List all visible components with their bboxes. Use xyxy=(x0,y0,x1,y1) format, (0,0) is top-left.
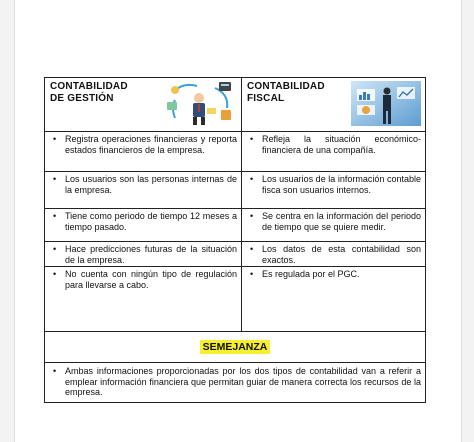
row5-left-cell xyxy=(45,267,242,331)
header-right-line2: FISCAL xyxy=(247,92,285,104)
header-left-line1: CONTABILIDAD xyxy=(50,81,128,92)
table-row xyxy=(45,267,425,332)
bullet-glyph: • xyxy=(250,174,254,184)
row5-right-cell xyxy=(242,267,425,331)
row2-left-text: Los usuarios son las personas internas de la empresa. xyxy=(65,174,237,195)
bullet-glyph: • xyxy=(53,174,57,184)
row5-left-text: No cuenta con ningún tipo de regulación para llevarse a cabo. xyxy=(65,269,237,290)
row4-right-text: Los datos de esta contabilidad son exactos. xyxy=(262,244,421,265)
business-dashboard-icon xyxy=(351,81,421,126)
comparison-table xyxy=(44,77,426,403)
row3-right-cell xyxy=(242,209,425,241)
row1-left-cell xyxy=(45,132,242,171)
viewer-left-margin xyxy=(0,0,15,442)
row2-left-cell xyxy=(45,172,242,208)
bullet-glyph: • xyxy=(53,134,57,144)
semejanza-content xyxy=(45,363,425,402)
table-row xyxy=(45,209,425,242)
row4-right-cell xyxy=(242,242,425,266)
viewer-right-margin xyxy=(461,0,474,442)
header-left-line2: DE GESTIÓN xyxy=(50,92,114,104)
header-contabilidad-gestion xyxy=(45,78,242,131)
row1-right-text: Refleja la situación económico-financiera de una compañía. xyxy=(262,134,421,155)
bullet-glyph: • xyxy=(250,134,254,144)
header-contabilidad-fiscal xyxy=(242,78,425,131)
table-row xyxy=(45,242,425,267)
row2-right-text: Los usuarios de la información contable fisca son usuarios internos. xyxy=(262,174,421,195)
table-row xyxy=(45,172,425,209)
bullet-glyph: • xyxy=(250,269,254,279)
row4-left-text: Hace predicciones futuras de la situación de la empresa. xyxy=(65,244,237,265)
table-header-row xyxy=(45,78,425,132)
row3-left-cell xyxy=(45,209,242,241)
row4-left-cell xyxy=(45,242,242,266)
row5-right-text: Es regulada por el PGC. xyxy=(262,269,360,279)
semejanza-text: Ambas informaciones proporcionadas por los dos tipos de contabilidad van a referir a emplear información financiera que permitan guiar de manera correcta los recursos de la empresa. xyxy=(65,366,421,397)
table-row xyxy=(45,132,425,172)
semejanza-row xyxy=(45,332,425,363)
row3-right-text: Se centra en la información del periodo de tiempo que se quiere medir. xyxy=(262,211,421,232)
bullet-glyph: • xyxy=(53,211,57,221)
bullet-glyph: • xyxy=(53,366,57,376)
header-right-line1: CONTABILIDAD xyxy=(247,81,325,92)
bullet-glyph: • xyxy=(53,269,57,279)
bullet-glyph: • xyxy=(250,211,254,221)
row2-right-cell xyxy=(242,172,425,208)
bullet-glyph: • xyxy=(53,244,57,254)
bullet-glyph: • xyxy=(250,244,254,254)
row1-right-cell xyxy=(242,132,425,171)
accounting-figure-icon xyxy=(163,80,237,128)
row3-left-text: Tiene como periodo de tiempo 12 meses a tiempo pasado. xyxy=(65,211,237,232)
semejanza-label: SEMEJANZA xyxy=(200,340,271,354)
row1-left-text: Registra operaciones financieras y reporta estados financieros de la empresa. xyxy=(65,134,237,155)
